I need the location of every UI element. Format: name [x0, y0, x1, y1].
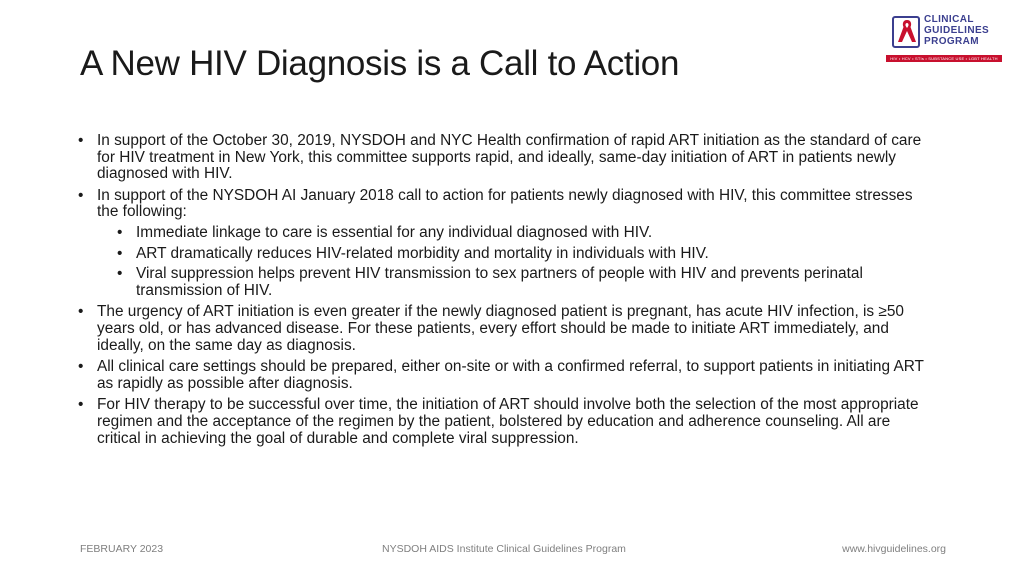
footer-date: FEBRUARY 2023 [80, 543, 164, 555]
logo-line-1: CLINICAL [924, 14, 974, 25]
awareness-ribbon-icon [894, 16, 920, 48]
bullet-item-4: • All clinical care settings should be prepared, either on-site or with a confirmed referral, to support patients in initiating ART as rapidly as possible after diagnosis. [76, 359, 936, 392]
sub-bullet-list [97, 225, 936, 299]
bullet-item-5: • For HIV therapy to be successful over time, the initiation of ART should involve both the selection of the most appropriate regimen and the acceptance of the regimen by the patient, bolstered by education and adherence counseling. All are critical in achieving the goal of durable and complete viral suppression. [76, 397, 936, 447]
sub-bullet-item-1: • Immediate linkage to care is essential for any individual diagnosed with HIV. [97, 225, 936, 242]
footer-website: www.hivguidelines.org [842, 543, 946, 555]
bullet-item-3: • The urgency of ART initiation is even greater if the newly diagnosed patient is pregnant, has acute HIV infection, is ≥50 years old, or has advanced disease. For these patients, every effort should be made to initiate ART immediately, and ideally, on the same day as diagnosis. [76, 304, 936, 354]
logo-line-3: PROGRAM [924, 36, 980, 47]
sub-bullet-item-3: • Viral suppression helps prevent HIV transmission to sex partners of people with HIV and prevents perinatal transmission of HIV. [97, 266, 936, 299]
bullet-item-2 [76, 188, 936, 300]
bullet-item-2-text: In support of the NYSDOH AI January 2018 call to action for patients newly diagnosed with HIV, this committee stresses the following: [97, 186, 913, 221]
bullet-item-1: • In support of the October 30, 2019, NYSDOH and NYC Health confirmation of rapid ART initiation as the standard of care for HIV treatment in New York, this committee supports rapid, and ideally, same-day initiation of ART in patients newly diagnosed with HIV. [76, 133, 936, 183]
logo-wordmark [924, 14, 989, 47]
slide-title: A New HIV Diagnosis is a Call to Action [80, 44, 680, 83]
bullet-list [76, 133, 936, 447]
logo-tagline-bar: HIV • HCV • STIs • SUBSTANCE USE • LGBT HEALTH [886, 55, 1002, 62]
sub-bullet-item-2: • ART dramatically reduces HIV-related morbidity and mortality in individuals with HIV. [97, 246, 936, 263]
logo-line-2: GUIDELINES [924, 25, 990, 36]
slide-body [76, 133, 936, 452]
footer-program: NYSDOH AIDS Institute Clinical Guidelines Program [382, 543, 626, 555]
clinical-guidelines-program-logo [886, 14, 1002, 64]
